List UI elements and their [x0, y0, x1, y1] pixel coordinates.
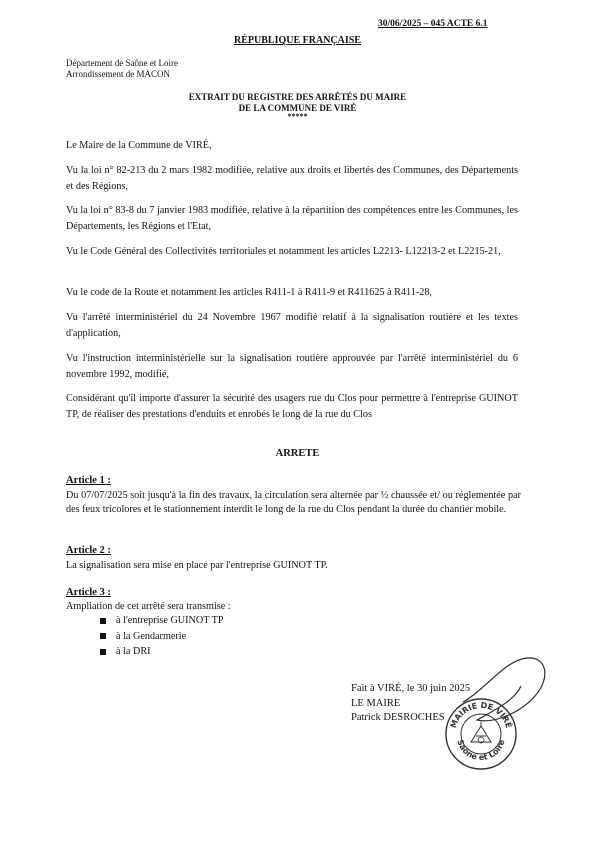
- arrondissement-line: Arrondissement de MACON: [66, 69, 170, 79]
- arrete-title: ARRETE: [275, 448, 320, 459]
- recipient-label: à la Gendarmerie: [116, 630, 187, 642]
- visa-instruction-1992: Vu l'instruction interministérielle sur la signalisation routière approuvée par l'arrêté interministériel du 6 novembre 1992, modifié,: [66, 353, 518, 380]
- article-1-body: Du 07/07/2025 soit jusqu'à la fin des travaux, la circulation sera alternée par ½ chaussée et/ ou réglementée par des feux tricolores et le stationnement interdit le long de la rue du Clos pendant la durée du chantier mobile.: [66, 490, 521, 515]
- bullet-square-icon: [100, 618, 106, 624]
- article-3-title: Article 3 :: [66, 587, 111, 598]
- list-item: [100, 629, 224, 645]
- extract-line-2: DE LA COMMUNE DE VIRÉ: [238, 102, 357, 113]
- republic-heading: RÉPUBLIQUE FRANÇAISE: [234, 35, 361, 46]
- visa-cgct: Vu le Code Général des Collectivités territoriales et notamment les articles L2213- L12213-2 et L2215-21,: [66, 246, 501, 257]
- bullet-square-icon: [100, 633, 106, 639]
- extract-stars: *****: [287, 112, 308, 121]
- extract-line-1: EXTRAIT DU REGISTRE DES ARRÊTÉS DU MAIRE: [188, 92, 407, 102]
- signatory-name: Patrick DESROCHES: [351, 712, 445, 723]
- recipient-list: [100, 613, 224, 660]
- visa-loi-83-8: Vu la loi n° 83-8 du 7 janvier 1983 modifiée, relative à la répartition des compétences entre les Communes, les Départements, les Régions et l'Etat,: [66, 205, 518, 232]
- article-2-title: Article 2 :: [66, 545, 111, 556]
- visa-arrete-1967: Vu l'arrêté interministériel du 24 Novembre 1967 modifié relatif à la signalisation routière et les textes d'application,: [66, 312, 518, 339]
- svg-text:Saône et Loire: Saône et Loire: [455, 738, 507, 763]
- mayor-intro: Le Maire de la Commune de VIRÉ,: [66, 140, 212, 151]
- document-reference: 30/06/2025 – 045 ACTE 6.1: [378, 19, 488, 29]
- department-block: [66, 58, 178, 80]
- svg-text:MAIRIE DE VIRÉ: MAIRIE DE VIRÉ: [448, 700, 514, 730]
- article-1-title: Article 1 :: [66, 475, 111, 486]
- recipient-label: à l'entreprise GUINOT TP: [116, 615, 224, 626]
- list-item: [100, 644, 224, 660]
- official-stamp-seal: [443, 696, 519, 772]
- signatory-role: LE MAIRE: [351, 697, 401, 709]
- extract-heading: [0, 92, 595, 121]
- visa-loi-82-213: Vu la loi n° 82-213 du 2 mars 1982 modifiée, relative aux droits et libertés des Communes, des Départements et des Régions,: [66, 165, 518, 192]
- place-date: Fait à VIRÉ, le 30 juin 2025: [351, 683, 471, 694]
- list-item: [100, 613, 224, 629]
- recipient-label: à la DRI: [116, 646, 151, 657]
- department-line: Département de Saône et Loire: [66, 58, 178, 68]
- article-2-body: La signalisation sera mise en place par l'entreprise GUINOT TP.: [66, 560, 328, 571]
- considerant: Considérant qu'il importe d'assurer la sécurité des usagers rue du Clos pour permettre à l'entreprise GUINOT TP, de réaliser des prestations d'enduits et enrobés le long de la rue du Clos: [66, 393, 518, 420]
- bullet-square-icon: [100, 649, 106, 655]
- article-3-body: Ampliation de cet arrêté sera transmise :: [66, 601, 231, 612]
- visa-code-route: Vu le code de la Route et notamment les articles R411-1 à R411-9 et R411625 à R411-28,: [66, 287, 432, 298]
